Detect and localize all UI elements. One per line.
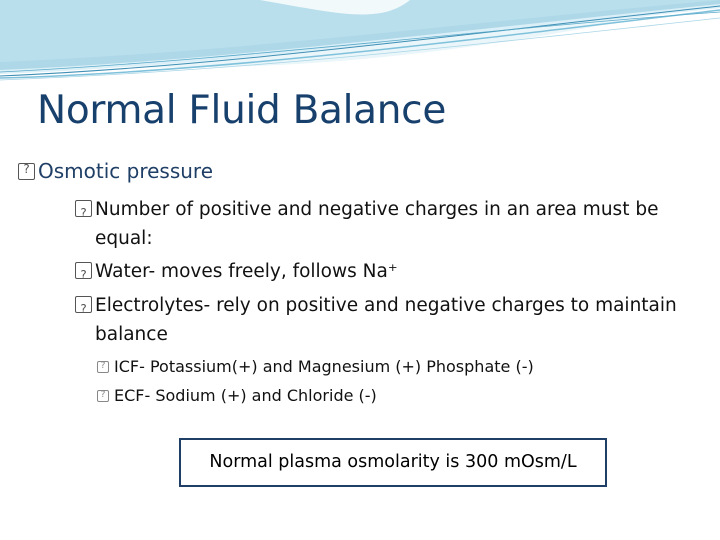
osmolarity-callout-box: Normal plasma osmolarity is 300 mOsm/L	[179, 438, 607, 487]
missing-glyph-bullet-icon	[97, 390, 109, 402]
point-text: Electrolytes- rely on positive and negative charges to maintain balance	[95, 295, 677, 345]
slide-title: Normal Fluid Balance	[37, 88, 447, 133]
subpoint-text: ECF- Sodium (+) and Chloride (-)	[114, 386, 377, 405]
subpoint-text: ICF- Potassium(+) and Magnesium (+) Phosphate (-)	[114, 357, 534, 376]
missing-glyph-bullet-icon	[97, 361, 109, 373]
missing-glyph-bullet-icon	[75, 262, 92, 279]
heading-item	[18, 159, 213, 183]
heading-text: Osmotic pressure	[38, 159, 214, 183]
list-item	[75, 257, 695, 286]
missing-glyph-bullet-icon	[18, 163, 35, 180]
list-item	[75, 291, 695, 349]
point-text: Water- moves freely, follows Na⁺	[95, 261, 398, 282]
missing-glyph-bullet-icon	[75, 296, 92, 313]
list-item	[75, 195, 695, 253]
sub-list-item	[97, 386, 377, 405]
point-text: Number of positive and negative charges in an area must be equal:	[95, 199, 659, 249]
header-wave-decoration	[0, 0, 720, 90]
missing-glyph-bullet-icon	[75, 200, 92, 217]
sub-list-item	[97, 357, 534, 376]
